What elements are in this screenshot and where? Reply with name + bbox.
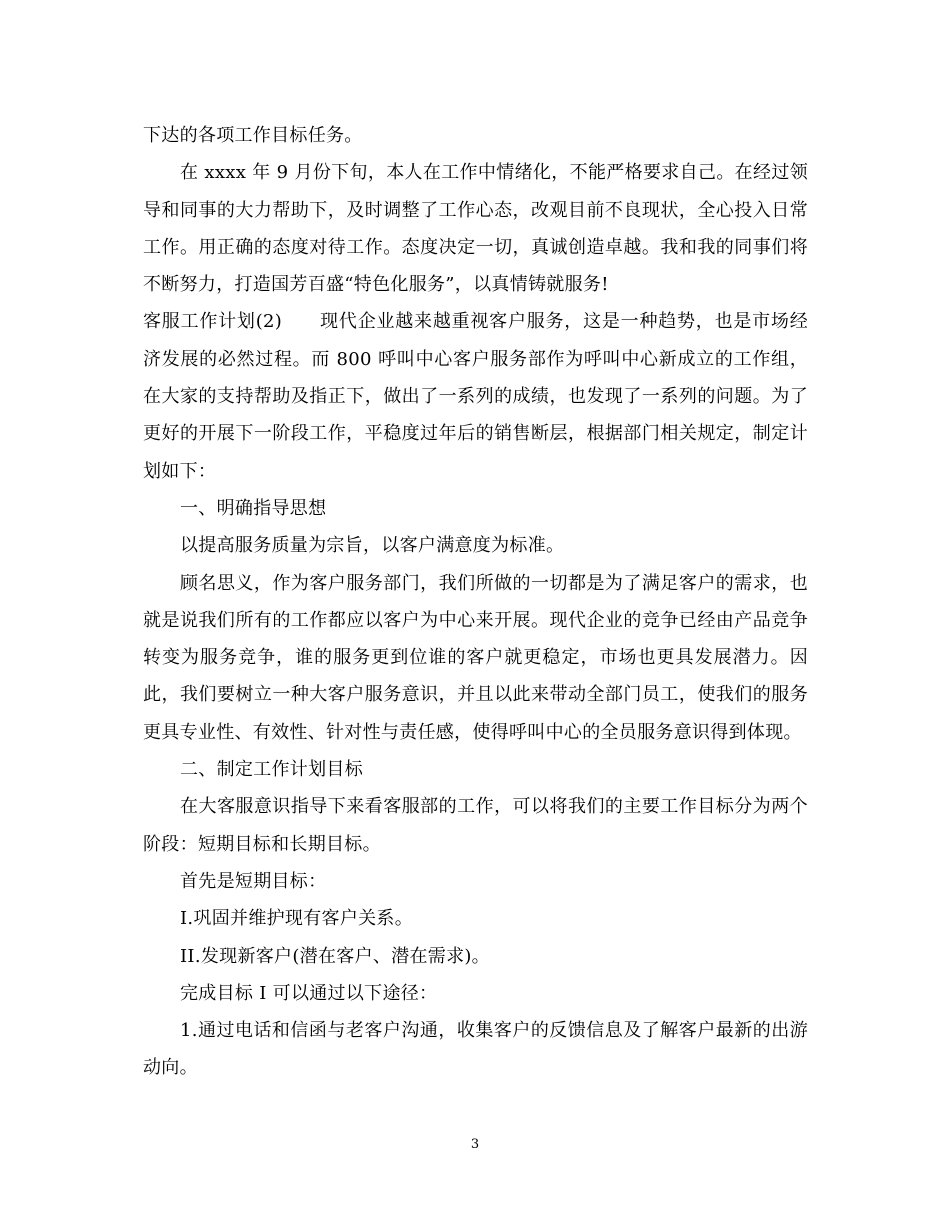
paragraph-13: 1.通过电话和信函与老客户沟通，收集客户的反馈信息及了解客户最新的出游动向。 xyxy=(143,1020,808,1079)
paragraph-9: 首先是短期目标： xyxy=(180,870,327,892)
paragraph-8: 在大客服意识指导下来看客服部的工作，可以将我们的主要工作目标分为两个阶段：短期目标和长期目标。 xyxy=(143,796,808,855)
list-item-2: II.发现新客户(潜在客户、潜在需求)。 xyxy=(180,945,490,967)
section-heading-2: 二、制定工作计划目标 xyxy=(180,759,363,781)
paragraph-2: 在 xxxx 年 9 月份下旬，本人在工作中情绪化，不能严格要求自己。在经过领导和同事的大力帮助下，及时调整了工作心态，改观目前不良现状，全心投入日常工作。用正确的态度对待工作。态度决定一切，真诚创造卓越。我和我的同事们将不断努力，打造国芳百盛“特色化服务”，以真情铸就服务! xyxy=(143,162,808,296)
body-text xyxy=(143,117,808,1087)
list-item-1: I.巩固并维护现有客户关系。 xyxy=(180,908,414,930)
paragraph-6: 顾名思义，作为客户服务部门，我们所做的一切都是为了满足客户的需求，也就是说我们所有的工作都应以客户为中心来开展。现代企业的竞争已经由产品竞争转变为服务竞争，谁的服务更到位谁的客户就更稳定，市场也更具发展潜力。因此，我们要树立一种大客户服务意识，并且以此来带动全部门员工，使我们的服务更具专业性、有效性、针对性与责任感，使得呼叫中心的全员服务意识得到体现。 xyxy=(143,572,808,743)
page-number: 3 xyxy=(470,1137,480,1152)
paragraph-1: 下达的各项工作目标任务。 xyxy=(143,125,363,146)
paragraph-12: 完成目标 I 可以通过以下途径： xyxy=(180,982,438,1004)
paragraph-3: 客服工作计划(2) 现代企业越来越重视客户服务，这是一种趋势，也是市场经济发展的必然过程。而 800 呼叫中心客户服务部作为呼叫中心新成立的工作组，在大家的支持帮助及指正下，做出了一系列的成绩，也发现了一系列的问题。为了更好的开展下一阶段工作，平稳度过年后的销售断层，根据部门相关规定，制定计划如下： xyxy=(143,311,808,482)
section-heading-1: 一、明确指导思想 xyxy=(180,497,327,519)
paragraph-5: 以提高服务质量为宗旨，以客户满意度为标准。 xyxy=(180,535,565,557)
